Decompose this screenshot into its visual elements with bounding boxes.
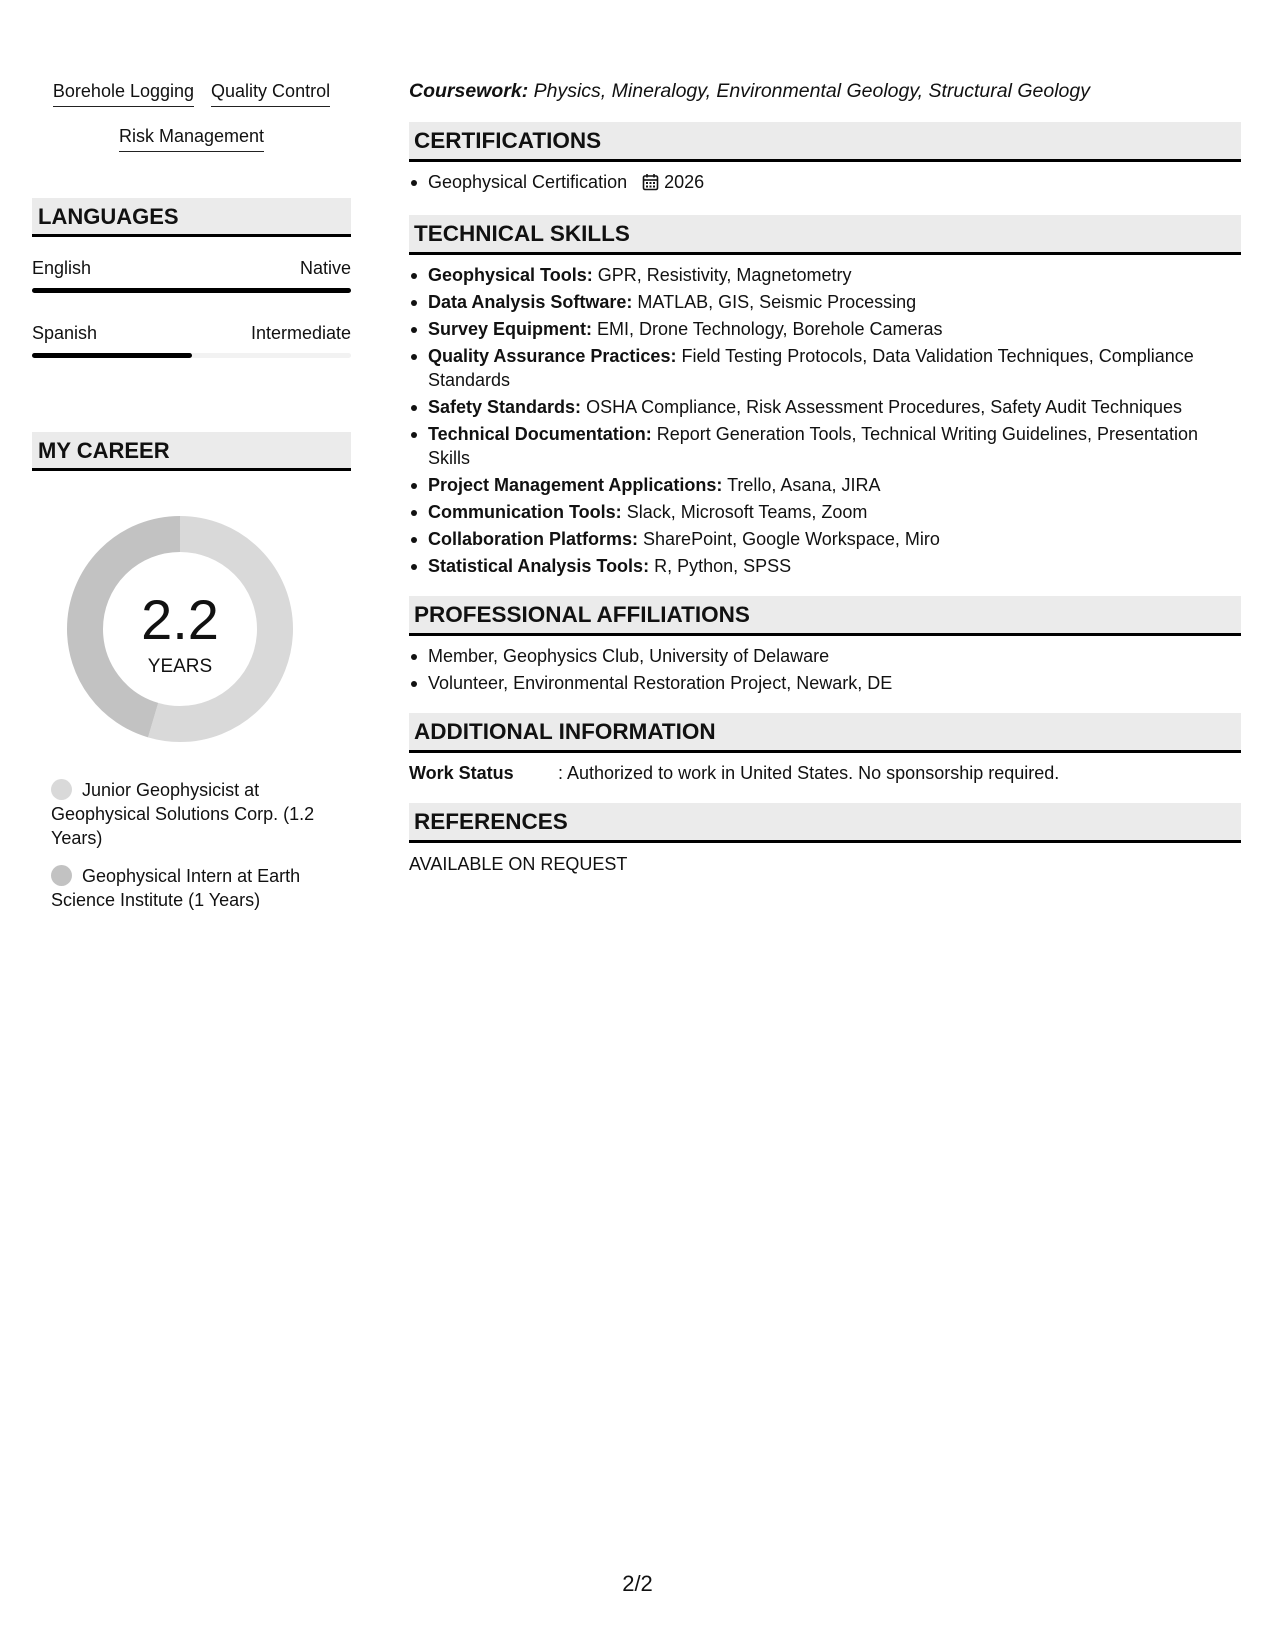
page-number: 2/2: [622, 1571, 653, 1596]
affiliations-heading: PROFESSIONAL AFFILIATIONS: [409, 596, 1241, 636]
language-item: [32, 322, 351, 358]
work-status-row: [409, 761, 1241, 785]
skill-item: [409, 422, 1241, 470]
skill-label: Project Management Applications:: [428, 475, 723, 495]
affiliation-item: Volunteer, Environmental Restoration Project, Newark, DE: [409, 671, 1241, 695]
skill-tag: Quality Control: [211, 78, 330, 107]
skill-item: [409, 344, 1241, 392]
skill-label: Data Analysis Software:: [428, 292, 633, 312]
skill-value: Slack, Microsoft Teams, Zoom: [626, 502, 868, 522]
skill-item: [409, 473, 1241, 497]
skill-value: SharePoint, Google Workspace, Miro: [643, 529, 940, 549]
career-legend-item: [51, 778, 351, 850]
skill-value: Trello, Asana, JIRA: [727, 475, 881, 495]
work-status-value: : Authorized to work in United States. No sponsorship required.: [558, 763, 1060, 783]
career-legend: [51, 778, 351, 912]
language-level: Native: [299, 258, 351, 278]
language-name: Spanish: [32, 323, 98, 343]
skill-tags: [32, 78, 351, 152]
legend-dot: [51, 865, 72, 886]
skill-label: Survey Equipment:: [428, 319, 593, 339]
affiliation-item: Member, Geophysics Club, University of Delaware: [409, 644, 1241, 668]
career-total-years: 2.2: [141, 588, 219, 651]
work-status-label: Work Status: [409, 763, 514, 783]
skill-value: OSHA Compliance, Risk Assessment Procedures, Safety Audit Techniques: [586, 397, 1183, 417]
skill-label: Collaboration Platforms:: [428, 529, 639, 549]
affiliations-list: [409, 644, 1241, 695]
skill-item: [409, 527, 1241, 551]
skill-item: [409, 263, 1241, 287]
skill-value: R, Python, SPSS: [654, 556, 792, 576]
skill-tag: Borehole Logging: [53, 78, 194, 107]
certification-item: [409, 170, 1241, 197]
career-heading: MY CAREER: [32, 432, 351, 471]
coursework-label: Coursework:: [409, 80, 529, 102]
legend-dot: [51, 779, 72, 800]
career-donut-chart: [67, 516, 293, 742]
skill-tag: Risk Management: [119, 123, 264, 152]
skill-item: [409, 290, 1241, 314]
language-proficiency-bar: [32, 288, 351, 293]
language-proficiency-fill: [32, 288, 351, 293]
skill-label: Communication Tools:: [428, 502, 622, 522]
skill-item: [409, 395, 1241, 419]
certification-year: 2026: [664, 172, 705, 192]
skill-item: [409, 317, 1241, 341]
skill-label: Technical Documentation:: [428, 424, 652, 444]
language-name: English: [32, 258, 92, 278]
career-role: Geophysical Intern at Earth Science Institute (1 Years): [51, 866, 301, 910]
skill-item: [409, 500, 1241, 524]
language-item: [32, 257, 351, 293]
skill-label: Statistical Analysis Tools:: [428, 556, 650, 576]
references-text: AVAILABLE ON REQUEST: [409, 854, 628, 874]
calendar-icon: [642, 173, 659, 197]
skill-label: Geophysical Tools:: [428, 265, 593, 285]
skill-value: Field Testing Protocols, Data Validation Techniques, Compliance Standards: [428, 346, 1194, 390]
language-proficiency-bar: [32, 353, 351, 358]
technical-skills-list: [409, 263, 1241, 578]
skill-label: Quality Assurance Practices:: [428, 346, 677, 366]
language-level: Intermediate: [250, 323, 351, 343]
certifications-list: [409, 170, 1241, 197]
skill-value: GPR, Resistivity, Magnetometry: [597, 265, 852, 285]
coursework: [409, 78, 1241, 104]
career-legend-item: [51, 864, 351, 912]
additional-info-heading: ADDITIONAL INFORMATION: [409, 713, 1241, 753]
skill-value: EMI, Drone Technology, Borehole Cameras: [597, 319, 943, 339]
languages-heading: LANGUAGES: [32, 198, 351, 237]
certification-name: Geophysical Certification: [428, 172, 628, 192]
coursework-value: Physics, Mineralogy, Environmental Geology, Structural Geology: [533, 80, 1090, 102]
technical-skills-heading: TECHNICAL SKILLS: [409, 215, 1241, 255]
references-heading: REFERENCES: [409, 803, 1241, 843]
skill-value: Report Generation Tools, Technical Writing Guidelines, Presentation Skills: [428, 424, 1199, 468]
skill-label: Safety Standards:: [428, 397, 582, 417]
left-column: [32, 78, 351, 926]
skill-item: [409, 554, 1241, 578]
certifications-heading: CERTIFICATIONS: [409, 122, 1241, 162]
skill-value: MATLAB, GIS, Seismic Processing: [637, 292, 917, 312]
right-column: [409, 78, 1241, 876]
language-proficiency-fill: [32, 353, 192, 358]
career-total-unit: YEARS: [147, 656, 213, 677]
career-role: Junior Geophysicist at Geophysical Solutions Corp. (1.2 Years): [51, 780, 315, 848]
